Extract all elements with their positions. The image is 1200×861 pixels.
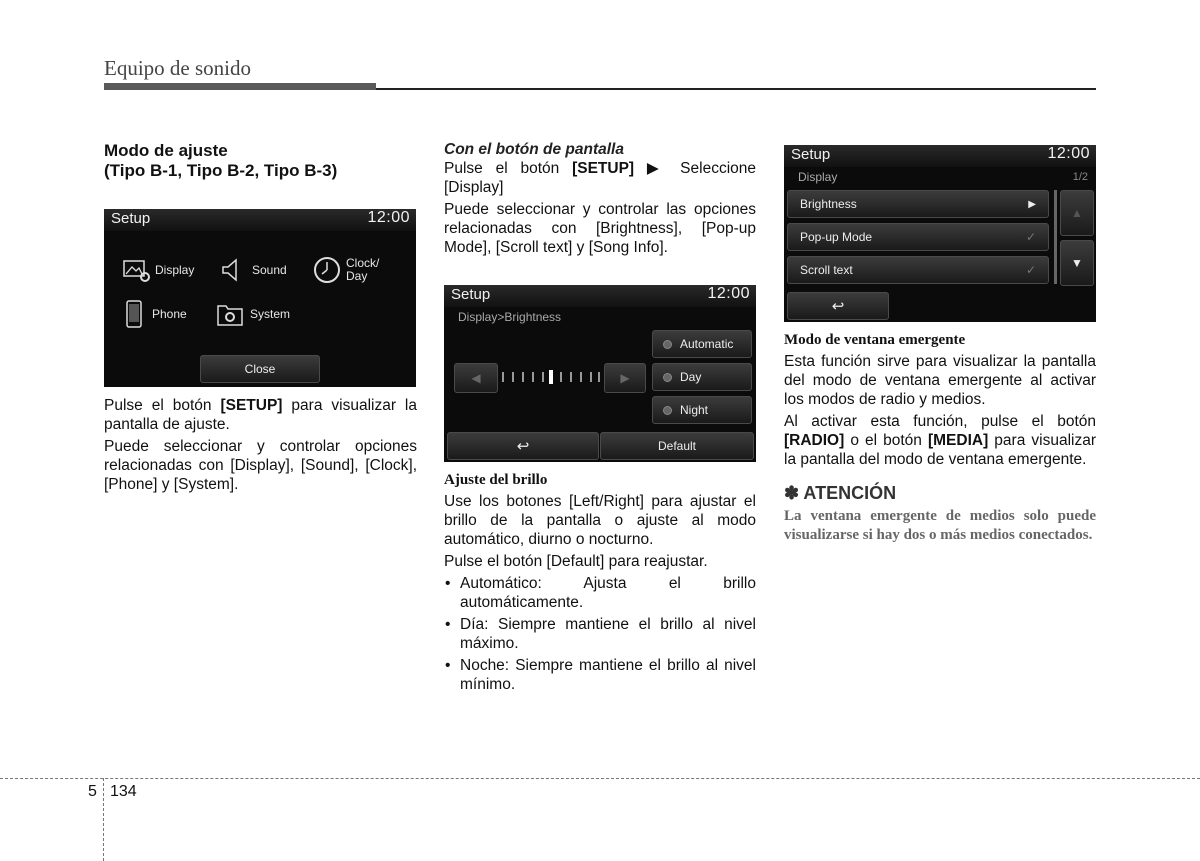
- page-number: 134: [110, 783, 137, 800]
- paragraph: Esta función sirve para visualizar la pantalla del modo de ventana emergente al activar los modos de radio y medios.: [784, 353, 1096, 408]
- slider-tick: [598, 372, 600, 382]
- header-rule-accent: [104, 83, 376, 90]
- arrow-right-icon: ▶: [646, 160, 668, 177]
- section-heading-line1: Modo de ajuste: [104, 141, 228, 160]
- attention-text: La ventana emergente de medios solo puede visualizarse si hay dos o más medios conectados.: [784, 508, 1096, 543]
- text: para visualizar la pantalla del modo de ventana emergente.: [784, 432, 1096, 468]
- list-item: • Día: Siempre mantiene el brillo al nivel máximo.: [444, 615, 756, 653]
- system-folder-icon: [216, 301, 244, 327]
- phone-icon: [124, 300, 144, 328]
- screen-title: Setup: [791, 146, 831, 163]
- slider-tick: [570, 372, 572, 382]
- brightness-slider[interactable]: [502, 372, 602, 382]
- screen-title: Setup: [451, 286, 491, 303]
- setup-item-clock[interactable]: [312, 253, 412, 287]
- setup-item-phone[interactable]: [124, 299, 214, 329]
- slider-tick: [590, 372, 592, 382]
- slider-tick: [502, 372, 504, 382]
- setup-item-system[interactable]: [216, 299, 306, 329]
- speaker-icon: [218, 257, 244, 283]
- header-title: Equipo de sonido: [104, 56, 251, 80]
- screen-clock: 12:00: [707, 285, 750, 302]
- list-item: • Noche: Siempre mantiene el brillo al nivel mínimo.: [444, 656, 756, 694]
- screen-breadcrumb: Display>Brightness: [458, 310, 562, 324]
- option-night[interactable]: [652, 396, 752, 424]
- back-button[interactable]: ↩: [787, 292, 889, 320]
- section-heading-line2: (Tipo B-1, Tipo B-2, Tipo B-3): [104, 161, 338, 180]
- triangle-up-icon: ▲: [1071, 206, 1083, 220]
- column-1-text: [104, 396, 417, 497]
- paragraph: Pulse el botón [Default] para reajustar.: [444, 553, 708, 570]
- slider-tick: [522, 372, 524, 382]
- left-button[interactable]: [454, 363, 498, 393]
- subsection-heading: Modo de ventana emergente: [784, 332, 966, 348]
- setup-item-label: Phone: [152, 307, 187, 321]
- paragraph: Use los botones [Left/Right] para ajustar el brillo de la pantalla o ajuste al modo automático, diurno o nocturno.: [444, 493, 756, 548]
- footer-rule: [0, 778, 1200, 779]
- menu-item-popup-mode[interactable]: [787, 223, 1049, 251]
- setup-item-label: [346, 257, 379, 283]
- text: para visualizar la pantalla de ajuste.: [104, 397, 417, 433]
- setup-item-label: Display: [155, 263, 195, 277]
- bullet-list: [444, 574, 756, 694]
- section-heading: [104, 141, 417, 181]
- text: Pulse el botón: [444, 160, 573, 177]
- section-heading: Con el botón de pantalla: [444, 141, 624, 158]
- column-2: [444, 140, 756, 260]
- text: o el botón: [844, 432, 928, 449]
- option-day[interactable]: [652, 363, 752, 391]
- slider-tick: [560, 372, 562, 382]
- back-button[interactable]: ↩: [447, 432, 599, 460]
- paragraph: [104, 396, 417, 434]
- scroll-up-button[interactable]: [1060, 190, 1094, 236]
- option-automatic[interactable]: [652, 330, 752, 358]
- paragraph: Puede seleccionar y controlar las opciones relacionadas con [Brightness], [Pop-up Mode], [Scroll text] y [Song Info].: [444, 201, 756, 256]
- option-label: Automatic: [680, 337, 734, 351]
- text: Seleccione [Display]: [444, 160, 757, 196]
- slider-tick: [532, 372, 534, 382]
- triangle-down-icon: ▼: [1071, 256, 1083, 270]
- menu-item-scroll-text[interactable]: [787, 256, 1049, 284]
- brightness-screen: [444, 285, 756, 462]
- slider-tick: [542, 372, 544, 382]
- media-key-label: [MEDIA]: [927, 432, 989, 449]
- setup-item-display[interactable]: [122, 257, 212, 283]
- attention-heading: ✽ ATENCIÓN: [784, 483, 897, 503]
- radio-icon: [663, 406, 672, 415]
- right-button[interactable]: [604, 363, 646, 393]
- arrow-left-icon: ◀: [471, 371, 481, 385]
- chevron-right-icon: ▶: [1028, 198, 1036, 210]
- menu-item-label: Scroll text: [800, 263, 853, 277]
- clock-icon: [312, 255, 342, 285]
- footer-vertical-rule: [103, 778, 104, 861]
- chapter-number: 5: [88, 783, 97, 800]
- slider-thumb[interactable]: [549, 370, 553, 384]
- list-item: • Automático: Ajusta el brillo automáticamente.: [444, 574, 756, 612]
- setup-item-label: System: [250, 307, 291, 321]
- screen-title: Setup: [111, 210, 151, 227]
- setup-item-label: Sound: [252, 263, 287, 277]
- clock-label-line1: Clock/: [346, 256, 380, 270]
- screen-clock: 12:00: [1047, 145, 1090, 162]
- screen-subtitle: Display: [798, 170, 838, 184]
- display-screen: [784, 145, 1096, 322]
- checkbox-icon[interactable]: ✓: [1025, 263, 1036, 277]
- setup-key-label: [SETUP]: [572, 160, 635, 177]
- page-indicator: 1/2: [1072, 171, 1088, 183]
- display-icon: [122, 258, 152, 282]
- setup-screen: [104, 209, 416, 387]
- radio-icon: [663, 340, 672, 349]
- scrollbar[interactable]: [1054, 190, 1057, 284]
- checkbox-icon[interactable]: ✓: [1025, 230, 1036, 244]
- column-2-text: [444, 471, 756, 697]
- radio-key-label: [RADIO]: [784, 432, 845, 449]
- option-label: Day: [680, 370, 702, 384]
- setup-key-label: [SETUP]: [220, 397, 283, 414]
- scroll-down-button[interactable]: [1060, 240, 1094, 286]
- column-3-text: [784, 331, 1096, 548]
- paragraph: [784, 412, 1096, 469]
- clock-label-line2: Day: [346, 269, 368, 283]
- screen-clock: 12:00: [367, 209, 410, 226]
- menu-item-label: Pop-up Mode: [800, 230, 873, 244]
- setup-item-sound[interactable]: [218, 257, 298, 283]
- paragraph: [444, 159, 756, 197]
- menu-item-label: Brightness: [800, 197, 857, 211]
- slider-tick: [512, 372, 514, 382]
- close-button[interactable]: Close: [200, 355, 320, 383]
- menu-item-brightness[interactable]: [787, 190, 1049, 218]
- slider-tick: [580, 372, 582, 382]
- subsection-heading: Ajuste del brillo: [444, 472, 548, 488]
- option-label: Night: [680, 403, 709, 417]
- default-button[interactable]: Default: [600, 432, 754, 460]
- column-1: [104, 141, 417, 181]
- radio-icon: [663, 373, 672, 382]
- paragraph: Puede seleccionar y controlar opciones relacionadas con [Display], [Sound], [Clock], [Phone] y [System].: [104, 438, 417, 493]
- text: Pulse el botón: [104, 397, 221, 414]
- arrow-right-icon: ▶: [620, 371, 630, 385]
- text: Al activar esta función, pulse el botón: [784, 413, 1096, 430]
